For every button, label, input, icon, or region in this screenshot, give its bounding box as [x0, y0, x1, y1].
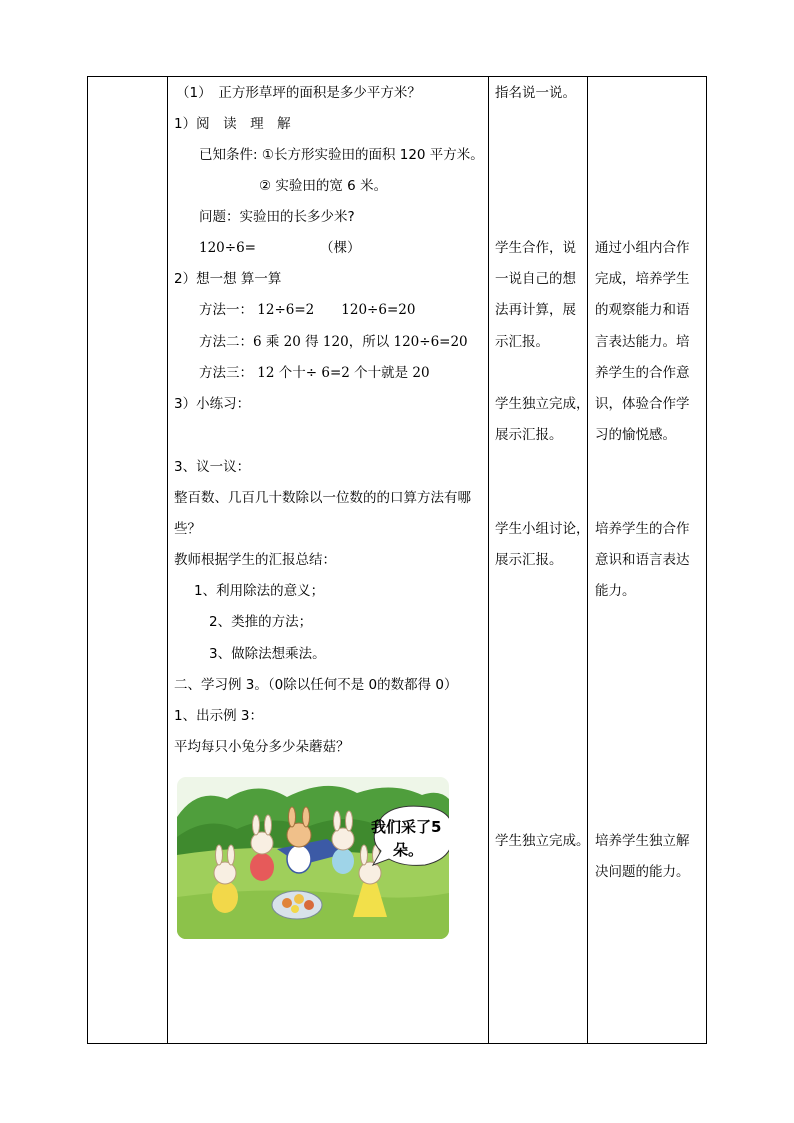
student-activity-2-line-4: 示汇报。	[495, 334, 549, 350]
speech-bubble-line-2: 朵。	[393, 841, 424, 859]
student-activity-4-line-2: 展示汇报。	[495, 552, 563, 568]
question-1: （1） 正方形草坪的面积是多少平方米？	[176, 85, 421, 101]
intent-3-line-1: 培养学生独立解	[595, 833, 690, 849]
intent-1-line-3: 的观察能力和语	[595, 302, 690, 318]
intent-1-line-7: 习的愉悦感。	[595, 427, 676, 443]
table-top-border	[87, 76, 706, 77]
read-heading: 1）阅 读 理 解	[174, 116, 291, 132]
show-example-3: 1、出示例 3：	[174, 708, 263, 724]
section-2-heading: 二、学习例 3。（0除以任何不是 0的数都得 0）	[174, 677, 458, 693]
intent-1-line-5: 养学生的合作意	[595, 365, 690, 381]
table-bottom-border	[87, 1043, 706, 1044]
teacher-summary: 教师根据学生的汇报总结：	[174, 552, 336, 568]
question-text: 问题：实验田的长多少米?	[199, 209, 355, 225]
speech-bubble-line-1: 我们采了5	[371, 818, 442, 836]
student-activity-4-line-1: 学生小组讨论，	[495, 521, 590, 537]
summary-item-1: 1、利用除法的意义；	[194, 583, 325, 599]
discuss-question-line-1: 整百数、几百几十数除以一位数的的口算方法有哪	[174, 490, 471, 506]
intent-2-line-3: 能力。	[595, 583, 636, 599]
column-divider-3	[587, 76, 588, 1044]
discuss-question-line-2: 些？	[174, 521, 201, 537]
method-1: 方法一： 12÷6=2 120÷6=20	[199, 302, 416, 318]
discuss-heading: 3、议一议：	[174, 459, 251, 475]
student-activity-2-line-1: 学生合作，说	[495, 240, 576, 256]
column-divider-2	[488, 76, 489, 1044]
method-2: 方法二：6 乘 20 得 120，所以 120÷6=20	[199, 334, 468, 350]
student-activity-1: 指名说一说。	[495, 85, 576, 101]
student-activity-3-line-2: 展示汇报。	[495, 427, 563, 443]
example-question: 平均每只小兔分多少朵蘑菇？	[174, 739, 350, 755]
table-right-border	[706, 76, 707, 1044]
known-condition-2: ② 实验田的宽 6 米。	[259, 178, 388, 194]
intent-3-line-2: 决问题的能力。	[595, 864, 690, 880]
student-activity-3-line-1: 学生独立完成，	[495, 396, 590, 412]
formula: 120÷6=	[199, 240, 256, 256]
student-activity-2-line-2: 一说自己的想	[495, 271, 576, 287]
student-activity-2-line-3: 法再计算，展	[495, 302, 576, 318]
intent-1-line-2: 完成，培养学生	[595, 271, 690, 287]
method-3: 方法三： 12 个十÷ 6=2 个十就是 20	[199, 365, 430, 381]
student-activity-5: 学生独立完成。	[495, 833, 590, 849]
think-heading: 2）想一想 算一算	[174, 271, 282, 287]
intent-1-line-6: 识，体验合作学	[595, 396, 690, 412]
intent-1-line-4: 言表达能力。培	[595, 334, 690, 350]
intent-2-line-1: 培养学生的合作	[595, 521, 690, 537]
unit-label: （棵）	[320, 240, 361, 256]
intent-1-line-1: 通过小组内合作	[595, 240, 690, 256]
summary-item-3: 3、做除法想乘法。	[209, 646, 326, 662]
intent-2-line-2: 意识和语言表达	[595, 552, 690, 568]
summary-item-2: 2、类推的方法；	[209, 614, 313, 630]
column-divider-1	[167, 76, 168, 1044]
practice-heading: 3）小练习：	[174, 396, 251, 412]
known-condition-1: 已知条件: ①长方形实验田的面积 120 平方米。	[199, 147, 484, 163]
table-left-border	[87, 76, 88, 1044]
